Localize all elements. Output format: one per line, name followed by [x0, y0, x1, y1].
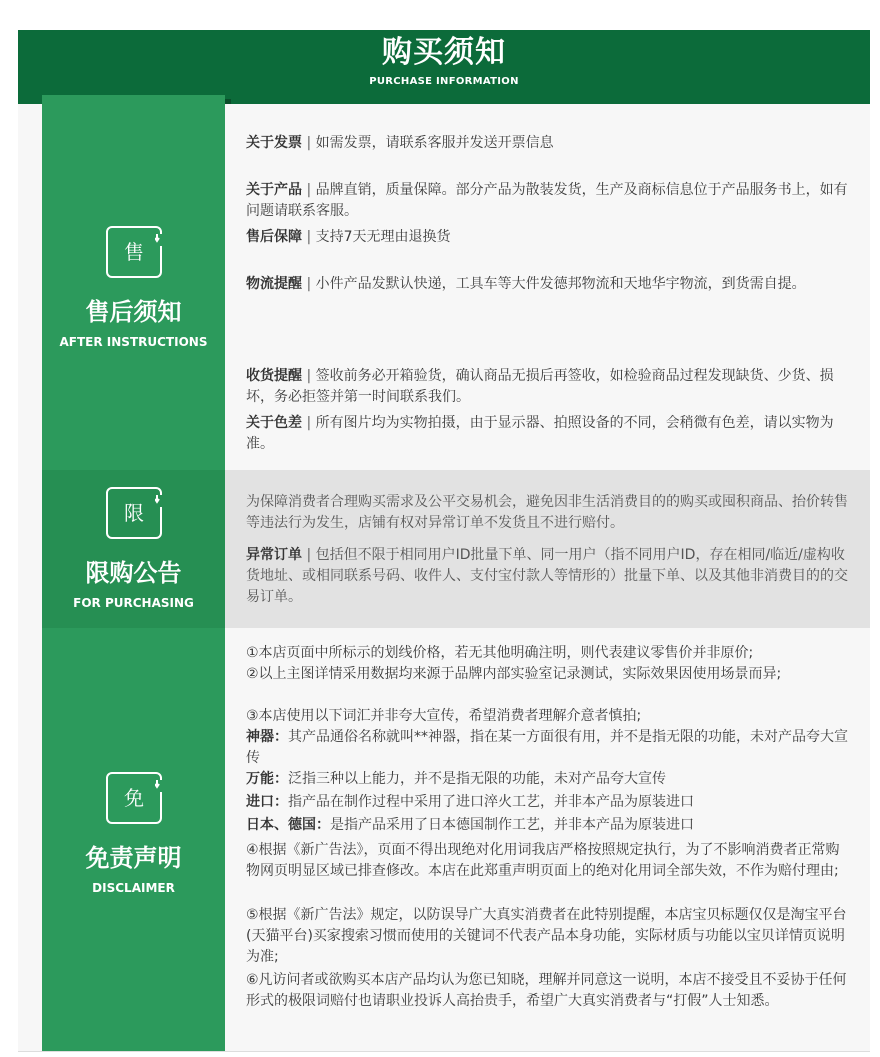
- corner-arrow-icon: [155, 495, 164, 507]
- paragraph-text: 支持7天无理由退换货: [315, 229, 451, 245]
- corner-arrow-icon: [155, 234, 164, 246]
- paragraph-text: 品牌直销，质量保障。部分产品为散装发货，生产及商标信息位于产品服务书上，如有问题请联系客服。: [246, 182, 848, 219]
- section-disclaimer-sidebar: [42, 628, 225, 1051]
- mian-icon: 免: [106, 772, 162, 824]
- paragraph-text: 所有图片均为实物拍摄，由于显示器、拍照设备的不同，会稍微有色差，请以实物为准。: [246, 415, 834, 452]
- bottom-divider: [18, 1051, 870, 1052]
- section-disclaimer-title: 免责声明: [85, 844, 182, 872]
- disclaimer-japan-germany: 日本、德国：是指产品采用了日本德国制作工艺，并非本产品为原装进口: [246, 817, 694, 833]
- product-paragraph: 关于产品 | 品牌直销，质量保障。部分产品为散装发货，生产及商标信息位于产品服务书上，如有问题请联系客服。: [246, 182, 848, 219]
- sidebar-tab-top: [42, 95, 225, 104]
- disclaimer-jinkou: 进口：指产品在制作过程中采用了进口淬火工艺，并非本产品为原装进口: [246, 794, 694, 810]
- paragraph-label: 收货提醒: [246, 368, 302, 384]
- page-title: 购买须知: [382, 35, 506, 70]
- paragraph-text: 如需发票，请联系客服并发送开票信息: [315, 135, 554, 151]
- page-header: [18, 30, 870, 104]
- aftersales-paragraph: 售后保障 | 支持7天无理由退换货: [246, 229, 451, 245]
- invoice-paragraph: 关于发票 | 如需发票，请联系客服并发送开票信息: [246, 135, 554, 151]
- paragraph-label: 关于产品: [246, 182, 302, 198]
- page-subtitle: PURCHASE INFORMATION: [369, 76, 519, 87]
- receipt-paragraph: 收货提醒 | 签收前务必开箱验货，确认商品无损后再签收，如检验商品过程发现缺货、少货、损坏，务必拒签并第一时间联系我们。: [246, 368, 834, 405]
- section-after-sales-subtitle: AFTER INSTRUCTIONS: [59, 335, 208, 349]
- paragraph-label: 售后保障: [246, 229, 302, 245]
- disclaimer-wanneng: 万能：泛指三种以上能力，并不是指无限的功能，未对产品夸大宣传: [246, 771, 666, 787]
- section-after-sales-sidebar: [42, 104, 225, 470]
- paragraph-text: 小件产品发默认快递，工具车等大件发德邦物流和天地华宇物流，到货需自提。: [315, 276, 806, 292]
- section-after-sales-title: 售后须知: [85, 298, 182, 326]
- disclaimer-line-6: ⑥凡访问者或欲购买本店产品均认为您已知晓，理解并同意这一说明，本店不接受且不妥协于任何形式的极限词赔付也请职业投诉人高抬贵手，希望广大真实消费者与“打假”人士知悉。: [246, 972, 847, 1009]
- section-purchase-limit-title: 限购公告: [85, 559, 182, 587]
- xian-icon: 限: [106, 487, 162, 539]
- purchase-limit-intro: 为保障消费者合理购买需求及公平交易机会，避免因非生活消费目的的购买或囤积商品、抬价转售等违法行为发生，店铺有权对异常订单不发货且不进行赔付。: [246, 494, 848, 531]
- disclaimer-line-5: ⑤根据《新广告法》规定，以防误导广大真实消费者在此特别提醒，本店宝贝标题仅仅是淘宝平台(天猫平台)买家搜索习惯而使用的关键词不代表产品本身功能，实际材质与功能以宝贝详情页说明为准;: [246, 907, 847, 965]
- corner-arrow-icon: [155, 780, 164, 792]
- paragraph-label: 物流提醒: [246, 276, 302, 292]
- paragraph-label: 异常订单: [246, 547, 302, 563]
- color-paragraph: 关于色差 | 所有图片均为实物拍摄，由于显示器、拍照设备的不同，会稍微有色差，请以实物为准。: [246, 415, 834, 452]
- disclaimer-shenqi: 神器：其产品通俗名称就叫**神器，指在某一方面很有用，并不是指无限的功能，未对产品夸大宣传: [246, 729, 848, 766]
- paragraph-text: 包括但不限于相同用户ID批量下单、同一用户（指不同用户ID，存在相同/临近/虚构收货地址、或相同联系号码、收件人、支付宝付款人等情形的）批量下单、以及其他非消费目的的交易订单。: [246, 547, 848, 605]
- logistics-paragraph: 物流提醒 | 小件产品发默认快递，工具车等大件发德邦物流和天地华宇物流，到货需自提。: [246, 276, 806, 292]
- disclaimer-line-4: ④根据《新广告法》，页面不得出现绝对化用词我店严格按照规定执行，为了不影响消费者正常购物网页明显区域已排查修改。本店在此郑重声明页面上的绝对化用词全部失效，不作为赔付理由;: [246, 842, 840, 879]
- disclaimer-line-3: ③本店使用以下词汇并非夸大宣传，希望消费者理解介意者慎拍;: [246, 708, 642, 724]
- section-purchase-limit-subtitle: FOR PURCHASING: [73, 596, 194, 610]
- shou-icon: 售: [106, 226, 162, 278]
- section-disclaimer-subtitle: DISCLAIMER: [92, 881, 175, 895]
- disclaimer-line-2: ②以上主图详情采用数据均来源于品牌内部实验室记录测试，实际效果因使用场景而异;: [246, 666, 782, 682]
- paragraph-label: 关于发票: [246, 135, 302, 151]
- paragraph-text: 签收前务必开箱验货，确认商品无损后再签收，如检验商品过程发现缺货、少货、损坏，务必拒签并第一时间联系我们。: [246, 368, 834, 405]
- abnormal-order-paragraph: 异常订单 | 包括但不限于相同用户ID批量下单、同一用户（指不同用户ID，存在相同/临近/虚构收货地址、或相同联系号码、收件人、支付宝付款人等情形的）批量下单、以及其他非消费目的的交易订单。: [246, 547, 848, 605]
- paragraph-label: 关于色差: [246, 415, 302, 431]
- disclaimer-line-1: ①本店页面中所标示的划线价格，若无其他明确注明，则代表建议零售价并非原价;: [246, 645, 754, 661]
